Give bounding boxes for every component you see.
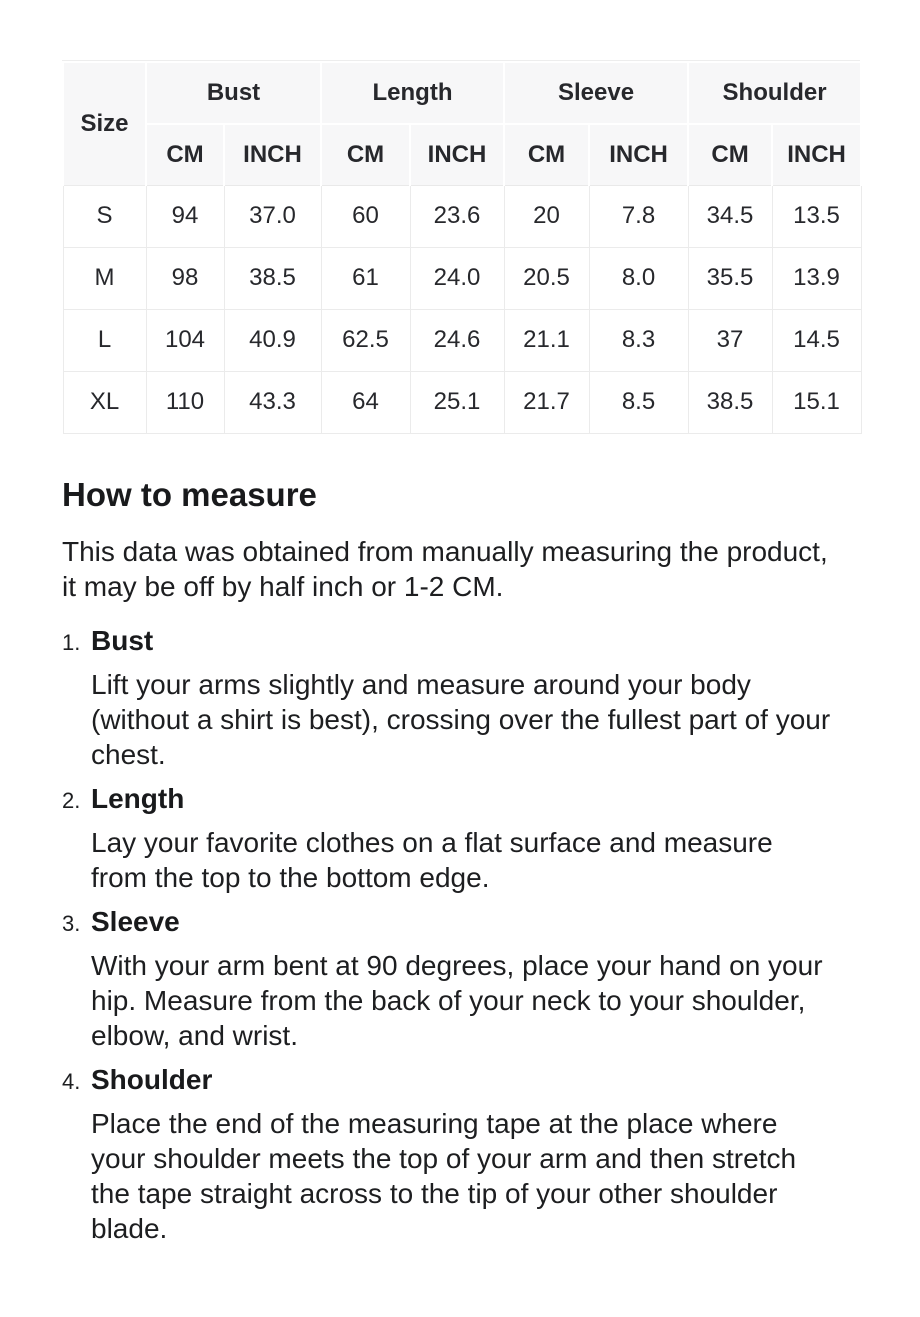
unit-header: INCH [772,124,861,185]
table-row-m [63,247,861,309]
measurement-cell: 110 [146,371,224,433]
unit-header: INCH [224,124,321,185]
step-description: Lift your arms slightly and measure around your body (without a shirt is best), crossing over the fullest part of your chest. [91,668,831,770]
measurement-cell: 37.0 [224,185,321,247]
step-title: Shoulder [91,1063,213,1095]
measurement-cell: 38.5 [688,371,772,433]
measurement-cell: 21.7 [504,371,589,433]
measurement-cell: 14.5 [772,309,861,371]
table-row-l [63,309,861,371]
group-header-sleeve: Sleeve [504,62,688,124]
measurement-cell: 20 [504,185,589,247]
unit-header: INCH [589,124,688,185]
unit-header: INCH [410,124,504,185]
step-number: 3. [62,910,81,936]
measurement-cell: 20.5 [504,247,589,309]
table-row-s [63,185,861,247]
measurement-cell: 38.5 [224,247,321,309]
table-group-header-row [63,62,861,124]
step-description: Place the end of the measuring tape at the place where your shoulder meets the top of your arm and then stretch the tape straight across to the tip of your other shoulder blade. [91,1107,797,1244]
measurement-cell: 15.1 [772,371,861,433]
step-head [62,624,860,657]
measure-disclaimer-text: This data was obtained from manually measuring the product, it may be off by half inch or 1-2 CM. [62,535,828,602]
measurement-cell: 24.6 [410,309,504,371]
measurement-cell: 25.1 [410,371,504,433]
measurement-cell: 61 [321,247,410,309]
measure-step-length [62,782,860,895]
group-header-length: Length [321,62,504,124]
measurement-cell: 35.5 [688,247,772,309]
measurement-cell: 7.8 [589,185,688,247]
measurement-cell: 21.1 [504,309,589,371]
measurement-cell: 60 [321,185,410,247]
measurement-cell: 40.9 [224,309,321,371]
measurement-cell: 62.5 [321,309,410,371]
measurement-cell: 104 [146,309,224,371]
step-title: Sleeve [91,905,180,937]
measurement-cell: 23.6 [410,185,504,247]
step-description: Lay your favorite clothes on a flat surface and measure from the top to the bottom edge. [91,826,773,893]
how-to-measure-heading: How to measure [62,475,317,513]
unit-header: CM [688,124,772,185]
measure-step-shoulder [62,1063,860,1246]
step-head [62,1063,860,1096]
measure-steps-list [62,624,860,1246]
measurement-cell: 8.3 [589,309,688,371]
measurement-cell: 24.0 [410,247,504,309]
size-chart-table [62,61,862,434]
table-row-xl [63,371,861,433]
measurement-cell: 37 [688,309,772,371]
row-size-label: S [63,185,146,247]
measurement-cell: 34.5 [688,185,772,247]
unit-header: CM [504,124,589,185]
step-number: 1. [62,629,81,655]
size-column-header: Size [63,62,146,185]
measurement-cell: 13.5 [772,185,861,247]
group-header-shoulder: Shoulder [688,62,861,124]
step-description: With your arm bent at 90 degrees, place your hand on your hip. Measure from the back of your neck to your shoulder, elbow, and wrist. [91,949,823,1051]
measurement-cell: 64 [321,371,410,433]
step-title: Length [91,782,185,814]
group-header-bust: Bust [146,62,321,124]
measurement-cell: 8.5 [589,371,688,433]
step-head [62,905,860,938]
row-size-label: M [63,247,146,309]
measurement-cell: 8.0 [589,247,688,309]
row-size-label: L [63,309,146,371]
measurement-cell: 94 [146,185,224,247]
measure-step-bust [62,624,860,772]
unit-header: CM [146,124,224,185]
unit-header: CM [321,124,410,185]
step-title: Bust [91,624,154,656]
table-unit-header-row [63,124,861,185]
step-head [62,782,860,815]
step-number: 2. [62,787,81,813]
size-chart-section [62,60,860,434]
measurement-cell: 43.3 [224,371,321,433]
measurement-cell: 13.9 [772,247,861,309]
row-size-label: XL [63,371,146,433]
measurement-cell: 98 [146,247,224,309]
step-number: 4. [62,1068,81,1094]
measure-step-sleeve [62,905,860,1053]
